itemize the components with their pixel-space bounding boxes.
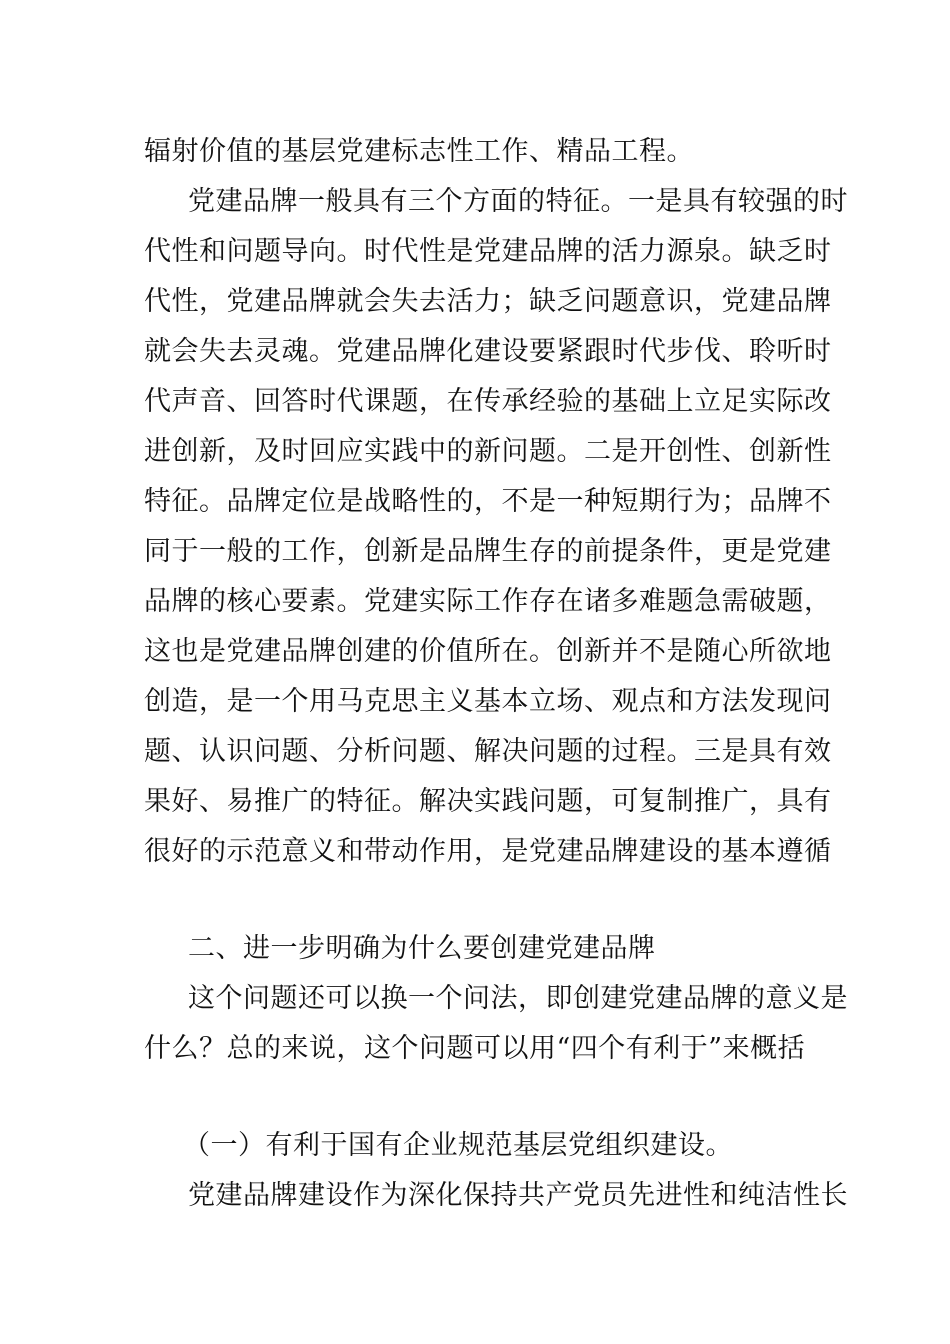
section-heading: 二、进一步明确为什么要创建党建品牌 [188,933,656,964]
text-line: 特征。品牌定位是战略性的，不是一种短期行为；品牌不 [144,486,832,517]
text-line: 这也是党建品牌创建的价值所在。创新并不是随心所欲地 [144,636,832,667]
text-line: 果好、易推广的特征。解决实践问题，可复制推广，具有 [144,786,832,817]
text-line: 题、认识问题、分析问题、解决问题的过程。三是具有效 [144,736,832,767]
paragraph-first-line: 党建品牌一般具有三个方面的特征。一是具有较强的时 [188,186,848,217]
text-line: 什么？总的来说，这个问题可以用“四个有利于”来概括 [144,1033,806,1064]
text-line: 辐射价值的基层党建标志性工作、精品工程。 [144,136,694,167]
text-line: 创造，是一个用马克思主义基本立场、观点和方法发现问 [144,686,832,717]
text-line: 代性，党建品牌就会失去活力；缺乏问题意识，党建品牌 [144,286,832,317]
text-line: 代性和问题导向。时代性是党建品牌的活力源泉。缺乏时 [144,236,832,267]
paragraph-first-line: 这个问题还可以换一个问法，即创建党建品牌的意义是 [188,983,848,1014]
text-line: 很好的示范意义和带动作用，是党建品牌建设的基本遵循 [144,836,832,867]
text-line: 同于一般的工作，创新是品牌生存的前提条件，更是党建 [144,536,832,567]
paragraph-first-line: 党建品牌建设作为深化保持共产党员先进性和纯洁性长 [188,1180,848,1211]
text-line: 代声音、回答时代课题，在传承经验的基础上立足实际改 [144,386,832,417]
subsection-heading: （一）有利于国有企业规范基层党组织建设。 [183,1130,733,1161]
text-line: 就会失去灵魂。党建品牌化建设要紧跟时代步伐、聆听时 [144,336,832,367]
text-line: 进创新，及时回应实践中的新问题。二是开创性、创新性 [144,436,832,467]
text-line: 品牌的核心要素。党建实际工作存在诸多难题急需破题， [144,586,832,617]
